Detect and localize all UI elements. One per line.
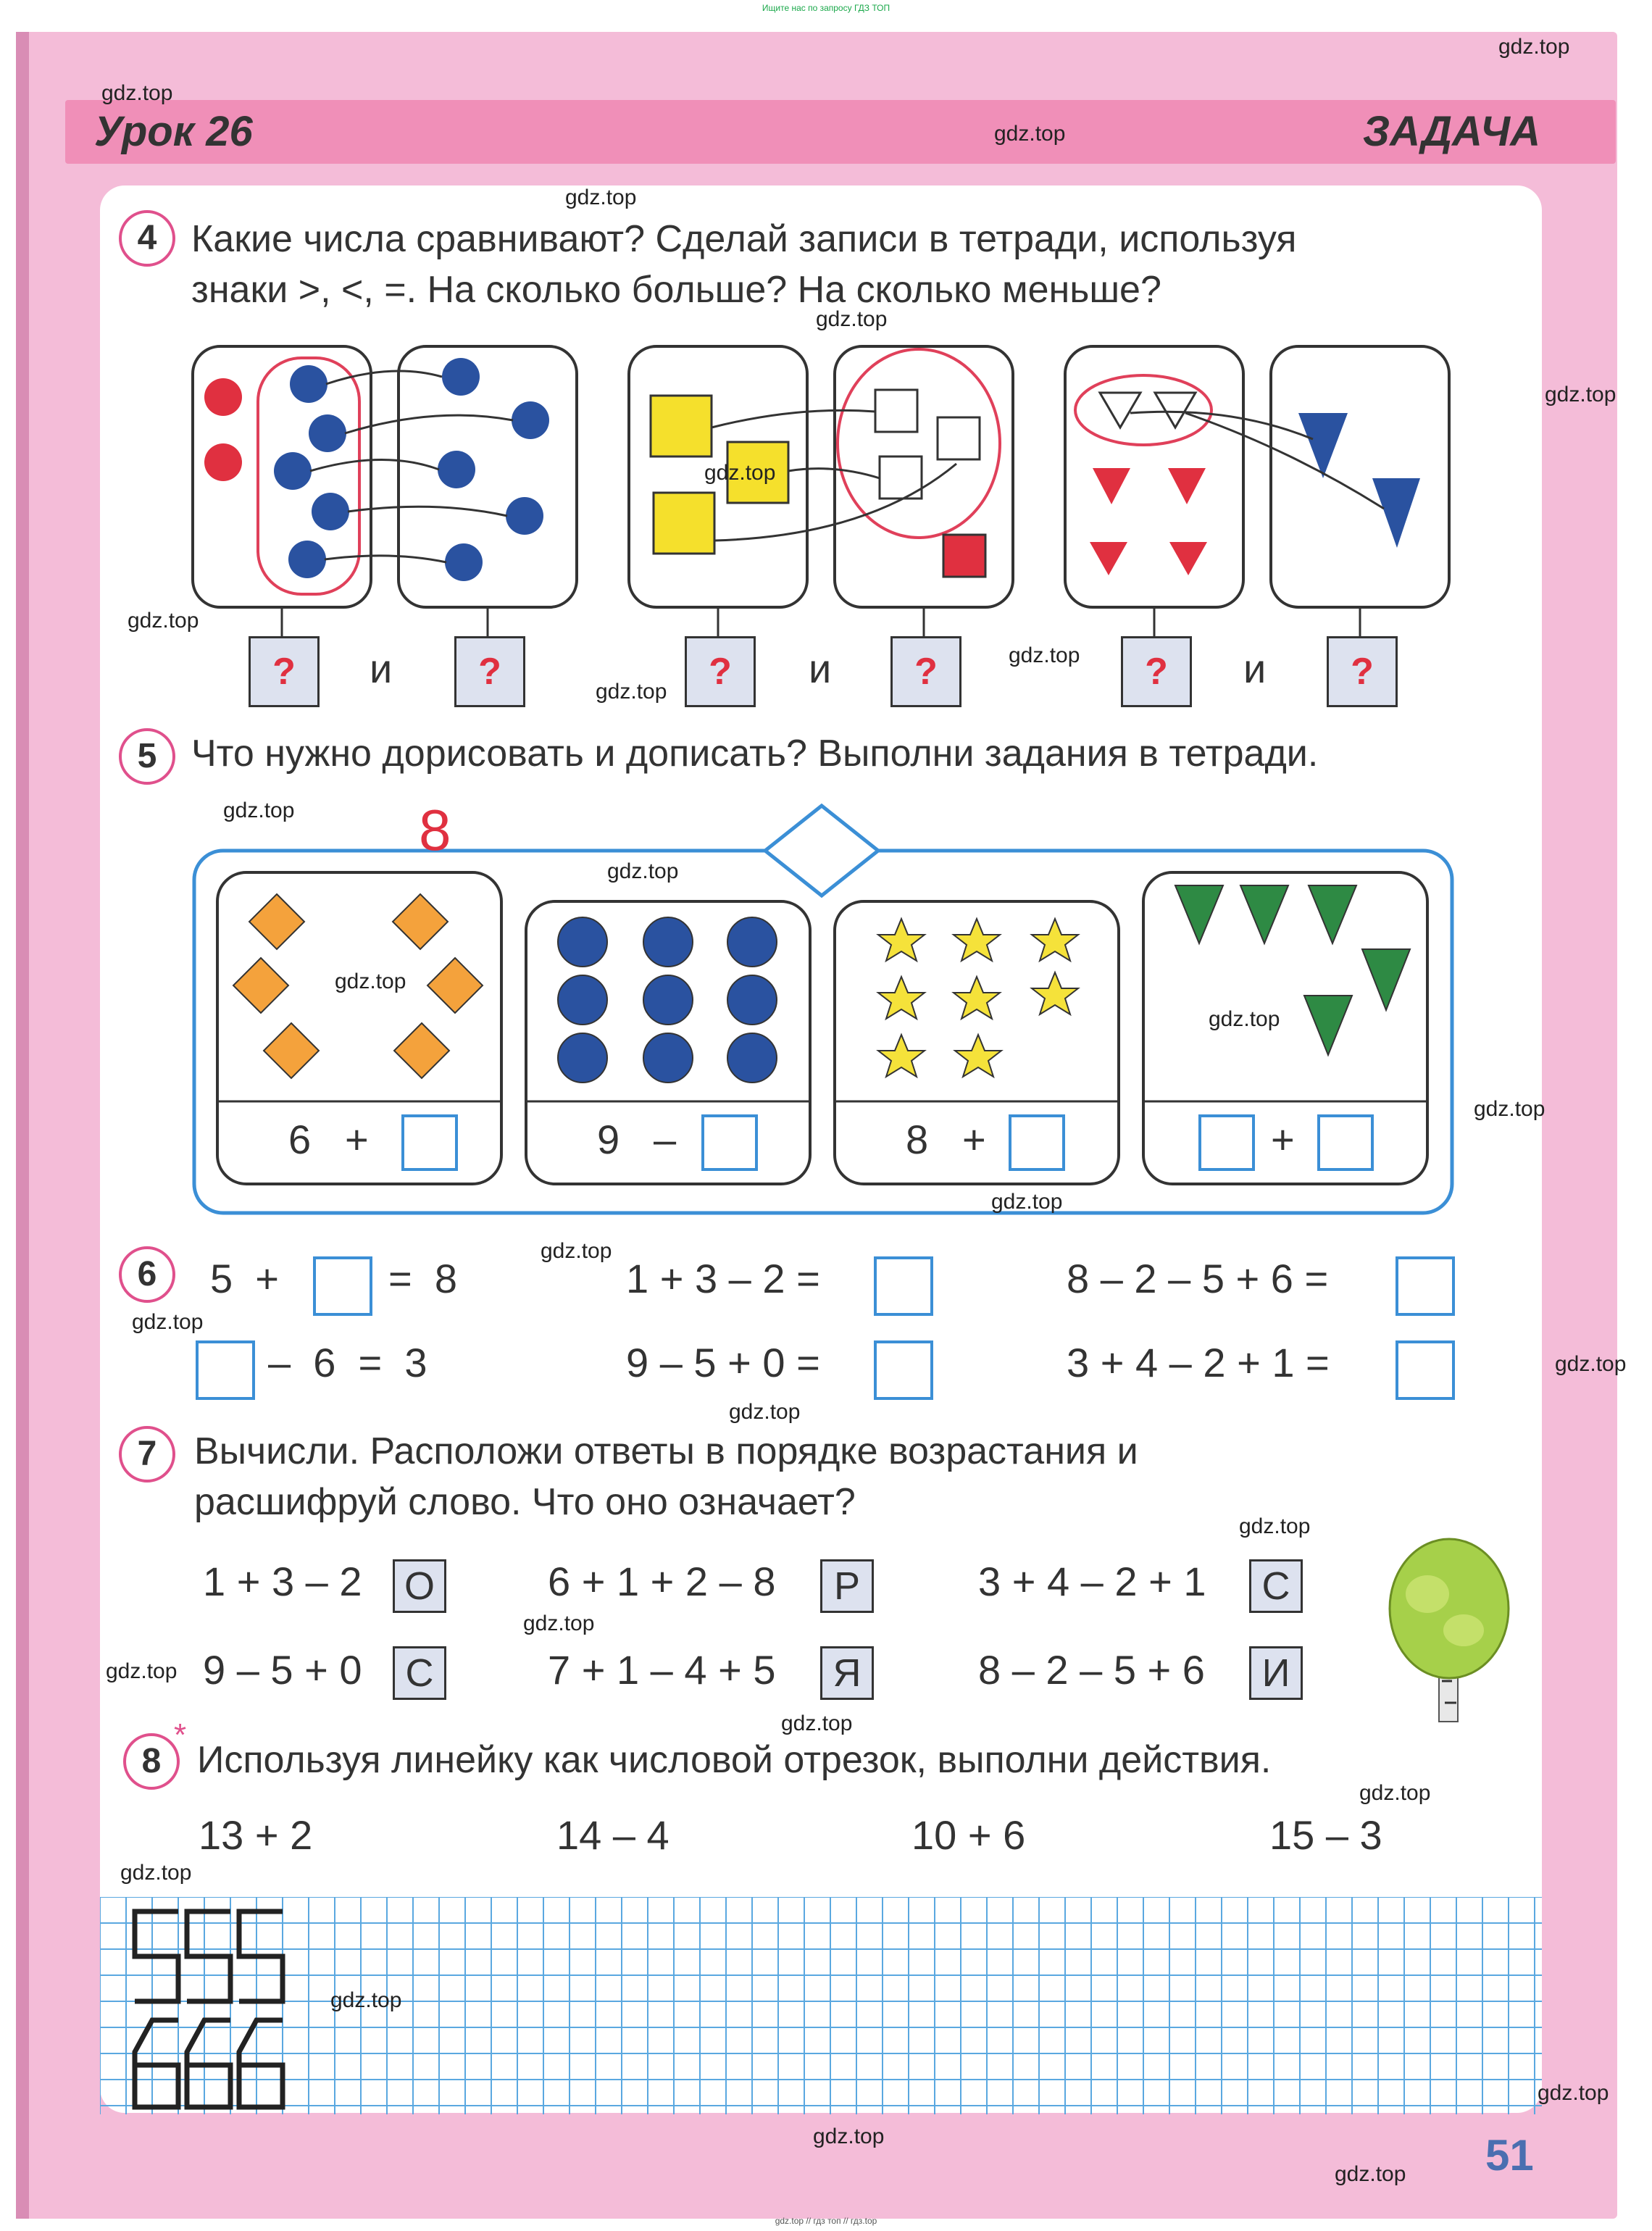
- task-7-expr-3: 3 + 4 – 2 + 1: [978, 1559, 1206, 1604]
- task-6-expr-3: 8 – 2 – 5 + 6 =: [1067, 1256, 1329, 1301]
- task-7-number: 7: [119, 1426, 175, 1483]
- watermark: gdz.top: [991, 1190, 1063, 1214]
- watermark: gdz.top: [1209, 1007, 1280, 1031]
- answer-box-3a[interactable]: ?: [1121, 636, 1192, 707]
- task-6-expr-5: 9 – 5 + 0 =: [626, 1340, 820, 1385]
- answer-box-3b[interactable]: ?: [1327, 636, 1398, 707]
- task-7-letter-2: Р: [820, 1559, 874, 1613]
- task-4-number: 4: [119, 210, 175, 267]
- task-6-box-2[interactable]: [874, 1256, 933, 1316]
- tree-illustration: [1377, 1536, 1522, 1725]
- task-6-box-1[interactable]: [313, 1256, 372, 1316]
- watermark: gdz.top: [994, 122, 1066, 146]
- task-6-expr-1b: = 8: [388, 1256, 457, 1301]
- watermark: gdz.top: [1545, 383, 1616, 406]
- top-note: Ищите нас по запросу ГДЗ ТОП: [762, 3, 890, 13]
- watermark: gdz.top: [523, 1611, 595, 1635]
- watermark: gdz.top: [781, 1711, 853, 1735]
- watermark: gdz.top: [223, 798, 295, 822]
- watermark: gdz.top: [132, 1310, 204, 1334]
- watermark: gdz.top: [541, 1239, 612, 1263]
- task-7-letter-1: О: [393, 1559, 446, 1613]
- watermark: gdz.top: [330, 1988, 402, 2012]
- and-word-3: и: [1243, 646, 1267, 691]
- watermark: gdz.top: [813, 2124, 885, 2148]
- grid-paper: [100, 1897, 1542, 2114]
- watermark: gdz.top: [106, 1659, 178, 1683]
- watermark: gdz.top: [120, 1861, 192, 1885]
- card-1-op: +: [345, 1117, 369, 1162]
- card-3-answer-box[interactable]: [1009, 1114, 1065, 1171]
- task-8-expr-1: 13 + 2: [199, 1812, 313, 1858]
- task-7-expr-5: 7 + 1 – 4 + 5: [548, 1647, 776, 1693]
- watermark: gdz.top: [101, 81, 173, 105]
- task-8-expr-2: 14 – 4: [556, 1812, 669, 1858]
- card-1-left: 6: [288, 1117, 312, 1162]
- card-4-op: +: [1271, 1117, 1295, 1162]
- page-number: 51: [1485, 2131, 1534, 2180]
- watermark: gdz.top: [607, 859, 679, 883]
- task-7-letter-6: И: [1249, 1646, 1303, 1700]
- watermark: gdz.top: [128, 609, 199, 633]
- task-7-letter-3: С: [1249, 1559, 1303, 1613]
- answer-box-1b[interactable]: ?: [454, 636, 525, 707]
- task-7-expr-2: 6 + 1 + 2 – 8: [548, 1559, 776, 1604]
- task-6-expr-1a: 5 +: [210, 1256, 279, 1301]
- task-8-text: Используя линейку как числовой отрезок, выполни действия.: [197, 1739, 1272, 1781]
- card-4-answer-box-left[interactable]: [1198, 1114, 1255, 1171]
- card-2-left: 9: [597, 1117, 620, 1162]
- task-6-expr-4: – 6 = 3: [268, 1340, 427, 1385]
- card-2-answer-box[interactable]: [701, 1114, 758, 1171]
- task-7-expr-4: 9 – 5 + 0: [203, 1647, 362, 1693]
- task-7-text-line2: расшифруй слово. Что оно означает?: [194, 1481, 856, 1523]
- task-5-text: Что нужно дорисовать и дописать? Выполни задания в тетради.: [191, 733, 1319, 775]
- watermark: gdz.top: [1009, 643, 1080, 667]
- bottom-note: gdz.top // гдз топ // гдз.top: [775, 2216, 877, 2226]
- answer-box-2a[interactable]: ?: [685, 636, 756, 707]
- answer-box-2b[interactable]: ?: [890, 636, 961, 707]
- target-number: 8: [419, 798, 451, 862]
- watermark: gdz.top: [1474, 1097, 1545, 1121]
- watermark: gdz.top: [1335, 2162, 1406, 2186]
- task-7-letter-4: С: [393, 1646, 446, 1700]
- task-5-number: 5: [119, 728, 175, 785]
- watermark: gdz.top: [1359, 1781, 1431, 1805]
- task-6-box-5[interactable]: [874, 1340, 933, 1400]
- watermark: gdz.top: [1239, 1514, 1311, 1538]
- task-6-number: 6: [119, 1246, 175, 1303]
- task-8-expr-3: 10 + 6: [911, 1812, 1026, 1858]
- task-6-box-3[interactable]: [1396, 1256, 1455, 1316]
- and-word-1: и: [370, 646, 393, 691]
- card-1-answer-box[interactable]: [401, 1114, 458, 1171]
- task-7-expr-6: 8 – 2 – 5 + 6: [978, 1647, 1205, 1693]
- task-8-expr-4: 15 – 3: [1269, 1812, 1382, 1858]
- task-6-expr-2: 1 + 3 – 2 =: [626, 1256, 820, 1301]
- watermark: gdz.top: [1538, 2081, 1609, 2105]
- watermark: gdz.top: [1555, 1352, 1627, 1376]
- task-7-text-line1: Вычисли. Расположи ответы в порядке возрастания и: [194, 1430, 1138, 1472]
- task-4-text-line1: Какие числа сравнивают? Сделай записи в тетради, используя: [191, 218, 1297, 260]
- watermark: gdz.top: [704, 461, 776, 485]
- task-7-letter-5: Я: [820, 1646, 874, 1700]
- watermark: gdz.top: [565, 185, 637, 209]
- watermark: gdz.top: [1498, 35, 1570, 59]
- watermark: gdz.top: [596, 680, 667, 704]
- task-6-expr-6: 3 + 4 – 2 + 1 =: [1067, 1340, 1330, 1385]
- card-4-answer-box-right[interactable]: [1317, 1114, 1374, 1171]
- task-7-expr-1: 1 + 3 – 2: [203, 1559, 362, 1604]
- answer-box-1a[interactable]: ?: [249, 636, 320, 707]
- task-6-box-4[interactable]: [196, 1340, 255, 1400]
- card-3-left: 8: [906, 1117, 929, 1162]
- task-8-star: *: [174, 1717, 187, 1753]
- watermark: gdz.top: [335, 969, 406, 993]
- task-6-box-6[interactable]: [1396, 1340, 1455, 1400]
- and-word-2: и: [809, 646, 832, 691]
- lesson-title: Урок 26: [94, 108, 253, 155]
- watermark: gdz.top: [729, 1400, 801, 1424]
- watermark: gdz.top: [816, 307, 888, 331]
- task-8-number: 8: [123, 1733, 180, 1790]
- topic-title: ЗАДАЧА: [1362, 108, 1540, 155]
- card-2-op: –: [654, 1117, 677, 1162]
- card-3-op: +: [962, 1117, 986, 1162]
- task-4-text-line2: знаки >, <, =. На сколько больше? На сколько меньше?: [191, 269, 1161, 311]
